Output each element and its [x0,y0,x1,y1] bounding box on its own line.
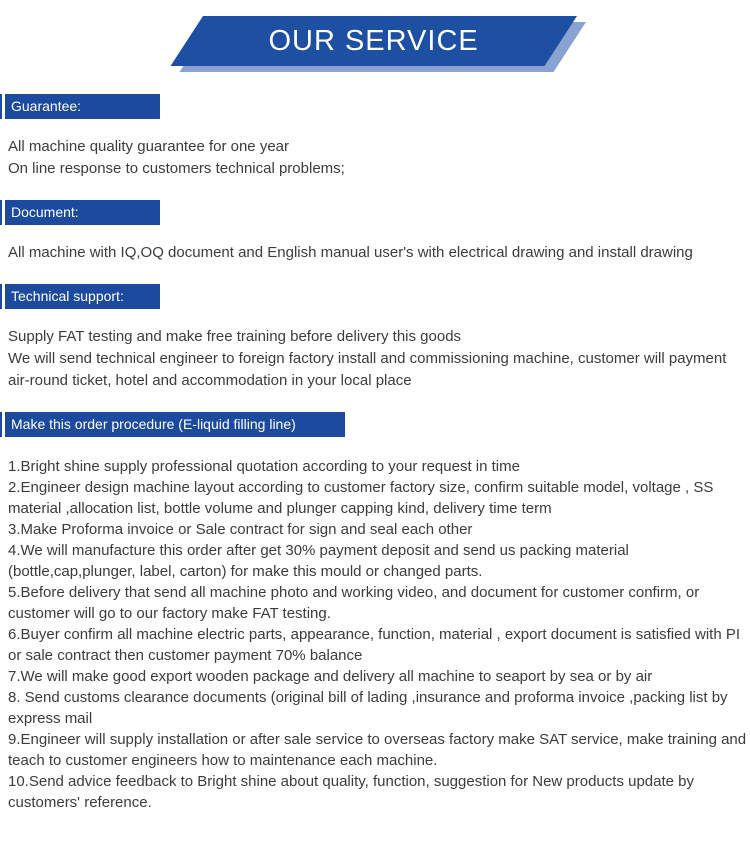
section-document [0,200,750,264]
heading-notch [0,412,2,437]
technical-heading-bar [0,284,750,309]
procedure-item: 10.Send advice feedback to Bright shine about quality, function, suggestion for New products update by customers' reference. [8,773,694,811]
procedure-list [0,456,750,813]
technical-line: Supply FAT testing and make free training before delivery this goods [8,328,462,345]
technical-body [0,326,750,392]
technical-line: We will send technical engineer to foreign factory install and commissioning machine, customer will payment air-round ticket, hotel and accommodation in your local place [8,350,727,389]
heading-notch [0,94,2,119]
guarantee-heading: Guarantee: [5,94,160,119]
heading-notch [0,200,2,225]
page-title: OUR SERVICE [268,24,479,57]
procedure-item: 6.Buyer confirm all machine electric parts, appearance, function, material , export document is satisfied with PI or sale contract then customer payment 70% balance [8,626,741,664]
procedure-item: 5.Before delivery that send all machine photo and working video, and document for customer confirm, or customer will go to our factory make FAT testing. [8,584,700,622]
procedure-item: 9.Engineer will supply installation or after sale service to overseas factory make SAT service, make training and teach to customer engineers how to maintenance each machine. [8,731,747,769]
guarantee-line: All machine quality guarantee for one year [8,138,290,155]
procedure-heading: Make this order procedure (E-liquid filling line) [5,412,345,437]
guarantee-body [0,136,750,180]
procedure-item: 7.We will make good export wooden package and delivery all machine to seaport by sea or by air [8,668,653,685]
procedure-item: 2.Engineer design machine layout according to customer factory size, confirm suitable model, voltage , SS material ,allocation list, bottle volume and plunger capping kind, delivery time term [8,479,714,517]
procedure-item: 4.We will manufacture this order after get 30% payment deposit and send us packing material (bottle,cap,plunger, label, carton) for make this mould or changed parts. [8,542,629,580]
guarantee-line: On line response to customers technical problems; [8,160,345,177]
procedure-item: 3.Make Proforma invoice or Sale contract for sign and seal each other [8,521,473,538]
section-guarantee [0,94,750,180]
section-order-procedure [0,412,750,813]
technical-heading: Technical support: [5,284,160,309]
section-technical-support [0,284,750,392]
document-heading-bar [0,200,750,225]
heading-notch [0,284,2,309]
document-heading: Document: [5,200,160,225]
procedure-item: 8. Send customs clearance documents (original bill of lading ,insurance and proforma invoice ,packing list by express mail [8,689,728,727]
procedure-heading-bar [0,412,750,437]
guarantee-heading-bar [0,94,750,119]
service-banner [0,0,750,94]
document-body [0,242,750,264]
procedure-item: 1.Bright shine supply professional quotation according to your request in time [8,458,520,475]
banner-ribbon-shape [171,16,577,66]
document-line: All machine with IQ,OQ document and English manual user's with electrical drawing and install drawing [8,244,693,261]
